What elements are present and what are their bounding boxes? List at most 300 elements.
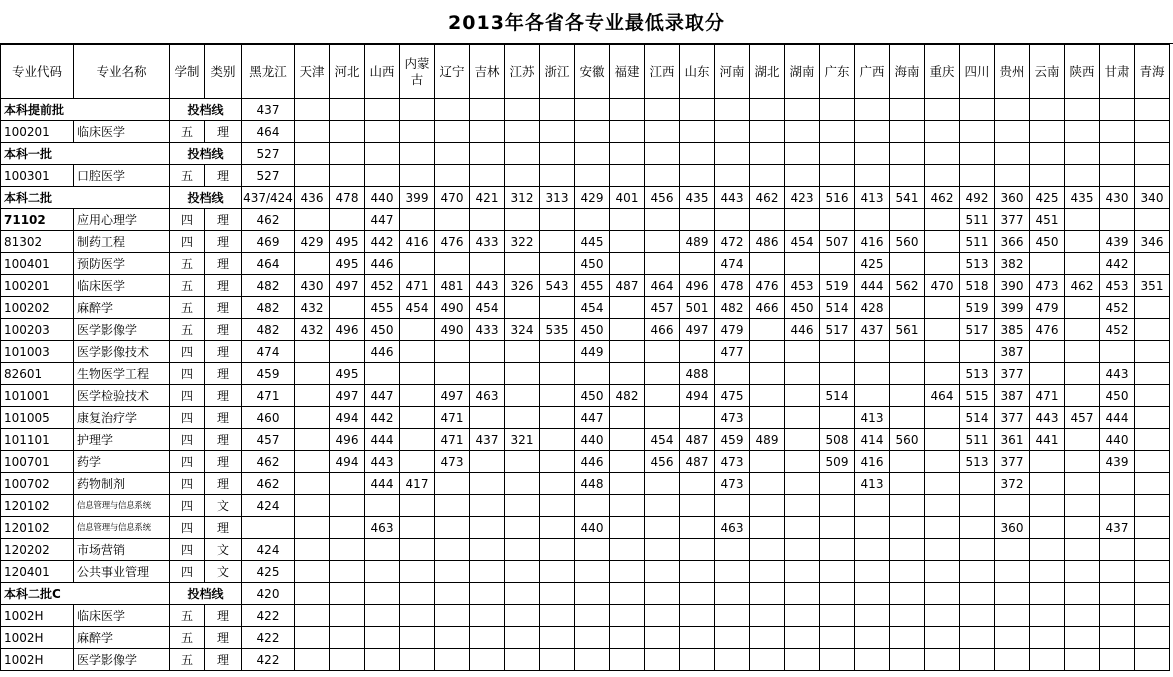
- score-cell: [645, 539, 680, 561]
- score-cell: [960, 143, 995, 165]
- major-name: 公共事业管理: [74, 561, 170, 583]
- score-cell: [925, 605, 960, 627]
- score-cell: [295, 495, 330, 517]
- score-cell: 399: [995, 297, 1030, 319]
- score-cell: [400, 605, 435, 627]
- header-province: 陕西: [1065, 45, 1100, 99]
- score-cell: 490: [435, 297, 470, 319]
- score-cell: [1135, 407, 1170, 429]
- score-cell: 513: [960, 253, 995, 275]
- score-cell: [925, 165, 960, 187]
- major-name: 生物医学工程: [74, 363, 170, 385]
- score-cell: 497: [680, 319, 715, 341]
- score-cell: [610, 495, 645, 517]
- score-cell: [540, 385, 575, 407]
- score-cell: [820, 649, 855, 671]
- score-cell: [925, 561, 960, 583]
- score-cell: [610, 605, 645, 627]
- score-cell: 462: [750, 187, 785, 209]
- score-cell: 416: [855, 451, 890, 473]
- score-cell: [295, 627, 330, 649]
- score-cell: [680, 539, 715, 561]
- score-cell: [960, 649, 995, 671]
- score-cell: [435, 341, 470, 363]
- score-cell: 527: [242, 143, 295, 165]
- score-cell: 478: [330, 187, 365, 209]
- score-cell: [855, 561, 890, 583]
- score-cell: 452: [1100, 319, 1135, 341]
- score-cell: [750, 561, 785, 583]
- score-cell: [295, 451, 330, 473]
- score-cell: 470: [435, 187, 470, 209]
- score-cell: [540, 517, 575, 539]
- score-cell: 472: [715, 231, 750, 253]
- score-cell: 482: [242, 275, 295, 297]
- major-code: 101101: [1, 429, 74, 451]
- score-cell: [610, 231, 645, 253]
- score-cell: [330, 297, 365, 319]
- score-cell: 377: [995, 209, 1030, 231]
- duration-cell: 五: [170, 165, 205, 187]
- duration-cell: 五: [170, 275, 205, 297]
- score-cell: 473: [715, 407, 750, 429]
- score-cell: 326: [505, 275, 540, 297]
- major-name: 麻醉学: [74, 297, 170, 319]
- score-cell: [540, 473, 575, 495]
- score-cell: [575, 561, 610, 583]
- score-cell: [960, 561, 995, 583]
- table-row: [1, 407, 1170, 429]
- score-cell: [820, 473, 855, 495]
- score-cell: 494: [680, 385, 715, 407]
- score-cell: [750, 385, 785, 407]
- score-cell: [295, 121, 330, 143]
- score-cell: [610, 627, 645, 649]
- score-cell: 420: [242, 583, 295, 605]
- score-cell: 463: [470, 385, 505, 407]
- score-cell: [1135, 583, 1170, 605]
- score-cell: [470, 99, 505, 121]
- score-cell: 422: [242, 649, 295, 671]
- score-cell: [365, 165, 400, 187]
- score-cell: 496: [330, 319, 365, 341]
- table-row: [1, 363, 1170, 385]
- category-cell: 文: [205, 561, 242, 583]
- score-cell: 444: [365, 429, 400, 451]
- score-cell: [365, 363, 400, 385]
- score-cell: [1030, 143, 1065, 165]
- score-cell: [750, 583, 785, 605]
- score-cell: [1030, 451, 1065, 473]
- score-cell: [400, 517, 435, 539]
- score-cell: 437: [242, 99, 295, 121]
- score-cell: [960, 165, 995, 187]
- score-cell: [295, 165, 330, 187]
- score-cell: [1065, 649, 1100, 671]
- section-label: 本科二批C: [1, 583, 170, 605]
- page-title: 2013年各省各专业最低录取分: [448, 12, 725, 34]
- score-cell: [1030, 517, 1065, 539]
- score-cell: [785, 143, 820, 165]
- score-cell: [1135, 341, 1170, 363]
- score-cell: [855, 627, 890, 649]
- score-cell: 441: [1030, 429, 1065, 451]
- score-cell: [715, 121, 750, 143]
- score-cell: 442: [365, 407, 400, 429]
- score-cell: 360: [995, 517, 1030, 539]
- score-cell: 487: [680, 451, 715, 473]
- score-cell: [645, 517, 680, 539]
- score-cell: [610, 539, 645, 561]
- score-cell: [890, 495, 925, 517]
- major-code: 120102: [1, 495, 74, 517]
- score-cell: [890, 297, 925, 319]
- score-cell: 428: [855, 297, 890, 319]
- score-cell: 439: [1100, 231, 1135, 253]
- score-cell: [855, 495, 890, 517]
- score-cell: [540, 407, 575, 429]
- duration-cell: 四: [170, 209, 205, 231]
- score-cell: [1030, 627, 1065, 649]
- major-name: 麻醉学: [74, 627, 170, 649]
- score-cell: [680, 473, 715, 495]
- score-cell: [1100, 165, 1135, 187]
- score-cell: [505, 539, 540, 561]
- category-cell: 文: [205, 495, 242, 517]
- score-cell: [575, 583, 610, 605]
- score-cell: [750, 539, 785, 561]
- score-cell: 372: [995, 473, 1030, 495]
- score-cell: [435, 473, 470, 495]
- score-cell: [925, 451, 960, 473]
- header-province: 山东: [680, 45, 715, 99]
- header-code: 专业代码: [1, 45, 74, 99]
- score-cell: 444: [855, 275, 890, 297]
- score-cell: [1030, 165, 1065, 187]
- score-cell: [435, 561, 470, 583]
- score-cell: 562: [890, 275, 925, 297]
- header-province: 黑龙江: [242, 45, 295, 99]
- table-row: [1, 121, 1170, 143]
- score-cell: [1030, 121, 1065, 143]
- score-cell: [995, 495, 1030, 517]
- major-name: 药物制剂: [74, 473, 170, 495]
- score-cell: [1135, 165, 1170, 187]
- score-cell: [680, 605, 715, 627]
- score-cell: [1135, 473, 1170, 495]
- score-cell: 463: [715, 517, 750, 539]
- score-cell: [925, 473, 960, 495]
- admission-score-table: [0, 44, 1170, 671]
- score-cell: [295, 583, 330, 605]
- score-cell: [1135, 143, 1170, 165]
- major-code: 100201: [1, 275, 74, 297]
- score-cell: [645, 605, 680, 627]
- score-cell: 466: [645, 319, 680, 341]
- category-cell: 理: [205, 165, 242, 187]
- major-name: 医学影像学: [74, 649, 170, 671]
- score-cell: 482: [715, 297, 750, 319]
- score-cell: [645, 143, 680, 165]
- score-cell: 482: [242, 297, 295, 319]
- score-cell: 471: [242, 385, 295, 407]
- category-cell: 理: [205, 363, 242, 385]
- score-cell: 474: [715, 253, 750, 275]
- table-body: [1, 99, 1170, 671]
- score-cell: [295, 363, 330, 385]
- score-cell: [400, 407, 435, 429]
- table-row: [1, 231, 1170, 253]
- category-cell: 文: [205, 539, 242, 561]
- score-cell: [1065, 341, 1100, 363]
- score-cell: [540, 495, 575, 517]
- score-cell: [505, 561, 540, 583]
- score-cell: [540, 627, 575, 649]
- score-cell: [1135, 319, 1170, 341]
- score-cell: 482: [242, 319, 295, 341]
- score-cell: [715, 165, 750, 187]
- score-cell: [1100, 99, 1135, 121]
- score-cell: [925, 539, 960, 561]
- score-cell: [470, 473, 505, 495]
- score-cell: [925, 517, 960, 539]
- score-cell: 444: [1100, 407, 1135, 429]
- score-cell: [505, 253, 540, 275]
- score-cell: [400, 209, 435, 231]
- score-cell: [575, 143, 610, 165]
- score-cell: 466: [750, 297, 785, 319]
- score-cell: 489: [750, 429, 785, 451]
- score-cell: [1100, 209, 1135, 231]
- table-row: [1, 649, 1170, 671]
- major-name: 临床医学: [74, 121, 170, 143]
- score-cell: 313: [540, 187, 575, 209]
- score-cell: 443: [470, 275, 505, 297]
- score-cell: 490: [435, 319, 470, 341]
- score-cell: 440: [1100, 429, 1135, 451]
- score-cell: [750, 627, 785, 649]
- score-cell: 476: [1030, 319, 1065, 341]
- score-cell: [1100, 539, 1135, 561]
- score-cell: [1135, 495, 1170, 517]
- score-cell: [575, 539, 610, 561]
- score-cell: [750, 407, 785, 429]
- score-cell: [540, 649, 575, 671]
- score-cell: [365, 121, 400, 143]
- category-cell: 理: [205, 297, 242, 319]
- score-cell: 437: [855, 319, 890, 341]
- score-cell: [890, 539, 925, 561]
- score-cell: [645, 209, 680, 231]
- score-cell: 430: [1100, 187, 1135, 209]
- header-province: 湖南: [785, 45, 820, 99]
- score-cell: [435, 583, 470, 605]
- score-cell: [820, 583, 855, 605]
- score-cell: [750, 649, 785, 671]
- score-cell: [715, 363, 750, 385]
- score-cell: [330, 99, 365, 121]
- score-cell: 473: [435, 451, 470, 473]
- section-label: 本科一批: [1, 143, 170, 165]
- score-cell: 361: [995, 429, 1030, 451]
- score-cell: [295, 561, 330, 583]
- score-cell: [470, 649, 505, 671]
- score-cell: [820, 407, 855, 429]
- major-name: 护理学: [74, 429, 170, 451]
- score-cell: [645, 561, 680, 583]
- score-cell: 435: [680, 187, 715, 209]
- score-cell: 454: [400, 297, 435, 319]
- score-cell: [540, 429, 575, 451]
- score-cell: 453: [1100, 275, 1135, 297]
- score-cell: 462: [242, 473, 295, 495]
- header-category: 类别: [205, 45, 242, 99]
- score-cell: [610, 363, 645, 385]
- header-province: 四川: [960, 45, 995, 99]
- score-cell: 437: [1100, 517, 1135, 539]
- score-cell: [750, 605, 785, 627]
- score-cell: [575, 121, 610, 143]
- score-cell: [400, 451, 435, 473]
- score-cell: 443: [365, 451, 400, 473]
- score-cell: 432: [295, 297, 330, 319]
- score-cell: 497: [330, 275, 365, 297]
- score-cell: [505, 407, 540, 429]
- score-cell: 425: [1030, 187, 1065, 209]
- score-cell: [1065, 165, 1100, 187]
- score-cell: 446: [785, 319, 820, 341]
- score-cell: [925, 209, 960, 231]
- score-cell: [1065, 253, 1100, 275]
- score-cell: [645, 341, 680, 363]
- major-name: 信息管理与信息系统: [74, 495, 170, 517]
- score-cell: [785, 583, 820, 605]
- major-name: 口腔医学: [74, 165, 170, 187]
- major-name: 信息管理与信息系统: [74, 517, 170, 539]
- score-cell: [820, 341, 855, 363]
- score-cell: [960, 627, 995, 649]
- score-cell: 446: [365, 253, 400, 275]
- score-cell: [1065, 121, 1100, 143]
- duration-cell: 五: [170, 297, 205, 319]
- score-cell: [295, 605, 330, 627]
- header-province: 天津: [295, 45, 330, 99]
- score-cell: [925, 231, 960, 253]
- score-cell: 444: [365, 473, 400, 495]
- header-province: 海南: [890, 45, 925, 99]
- score-cell: [1100, 473, 1135, 495]
- score-cell: [1065, 319, 1100, 341]
- score-cell: [470, 605, 505, 627]
- score-cell: [750, 363, 785, 385]
- score-cell: [610, 121, 645, 143]
- score-cell: [365, 627, 400, 649]
- score-cell: 413: [855, 473, 890, 495]
- score-cell: [400, 253, 435, 275]
- score-cell: 416: [400, 231, 435, 253]
- major-name: 应用心理学: [74, 209, 170, 231]
- duration-cell: 四: [170, 231, 205, 253]
- score-cell: [785, 561, 820, 583]
- score-cell: [820, 253, 855, 275]
- score-cell: [1100, 121, 1135, 143]
- score-cell: 377: [995, 407, 1030, 429]
- score-cell: 481: [435, 275, 470, 297]
- score-cell: 450: [1030, 231, 1065, 253]
- score-cell: [435, 363, 470, 385]
- score-cell: 450: [365, 319, 400, 341]
- score-cell: [750, 517, 785, 539]
- score-cell: [505, 363, 540, 385]
- score-cell: [785, 341, 820, 363]
- major-code: 101005: [1, 407, 74, 429]
- score-cell: [785, 385, 820, 407]
- major-code: 1002H: [1, 605, 74, 627]
- header-province: 河南: [715, 45, 750, 99]
- score-cell: [505, 583, 540, 605]
- score-cell: 535: [540, 319, 575, 341]
- major-name: 药学: [74, 451, 170, 473]
- score-cell: [435, 627, 470, 649]
- score-cell: [855, 539, 890, 561]
- score-cell: 514: [820, 297, 855, 319]
- score-cell: [295, 539, 330, 561]
- score-cell: [1100, 341, 1135, 363]
- score-cell: [540, 539, 575, 561]
- score-cell: [540, 209, 575, 231]
- major-name: 医学影像学: [74, 319, 170, 341]
- category-cell: 理: [205, 451, 242, 473]
- score-cell: [1030, 561, 1065, 583]
- score-cell: 401: [610, 187, 645, 209]
- major-code: 100401: [1, 253, 74, 275]
- score-cell: [1065, 143, 1100, 165]
- score-cell: [645, 253, 680, 275]
- score-cell: 360: [995, 187, 1030, 209]
- score-cell: 471: [435, 407, 470, 429]
- score-cell: [400, 99, 435, 121]
- score-cell: 560: [890, 231, 925, 253]
- score-cell: 454: [575, 297, 610, 319]
- score-cell: 473: [1030, 275, 1065, 297]
- score-cell: [400, 561, 435, 583]
- major-name: 康复治疗学: [74, 407, 170, 429]
- score-cell: [715, 649, 750, 671]
- score-cell: [1065, 539, 1100, 561]
- section-row: [1, 99, 1170, 121]
- category-cell: 理: [205, 627, 242, 649]
- major-code: 120401: [1, 561, 74, 583]
- score-cell: 414: [855, 429, 890, 451]
- score-cell: [1100, 495, 1135, 517]
- score-cell: [890, 583, 925, 605]
- score-cell: 494: [330, 407, 365, 429]
- score-cell: 346: [1135, 231, 1170, 253]
- score-cell: 456: [645, 187, 680, 209]
- major-code: 101001: [1, 385, 74, 407]
- score-cell: [1030, 99, 1065, 121]
- score-cell: [890, 253, 925, 275]
- score-cell: [960, 121, 995, 143]
- score-cell: [925, 297, 960, 319]
- score-cell: [330, 649, 365, 671]
- score-cell: [610, 451, 645, 473]
- score-cell: 442: [1100, 253, 1135, 275]
- score-cell: [1100, 143, 1135, 165]
- section-cutoff-label: 投档线: [170, 187, 242, 209]
- score-cell: [645, 99, 680, 121]
- score-cell: [890, 517, 925, 539]
